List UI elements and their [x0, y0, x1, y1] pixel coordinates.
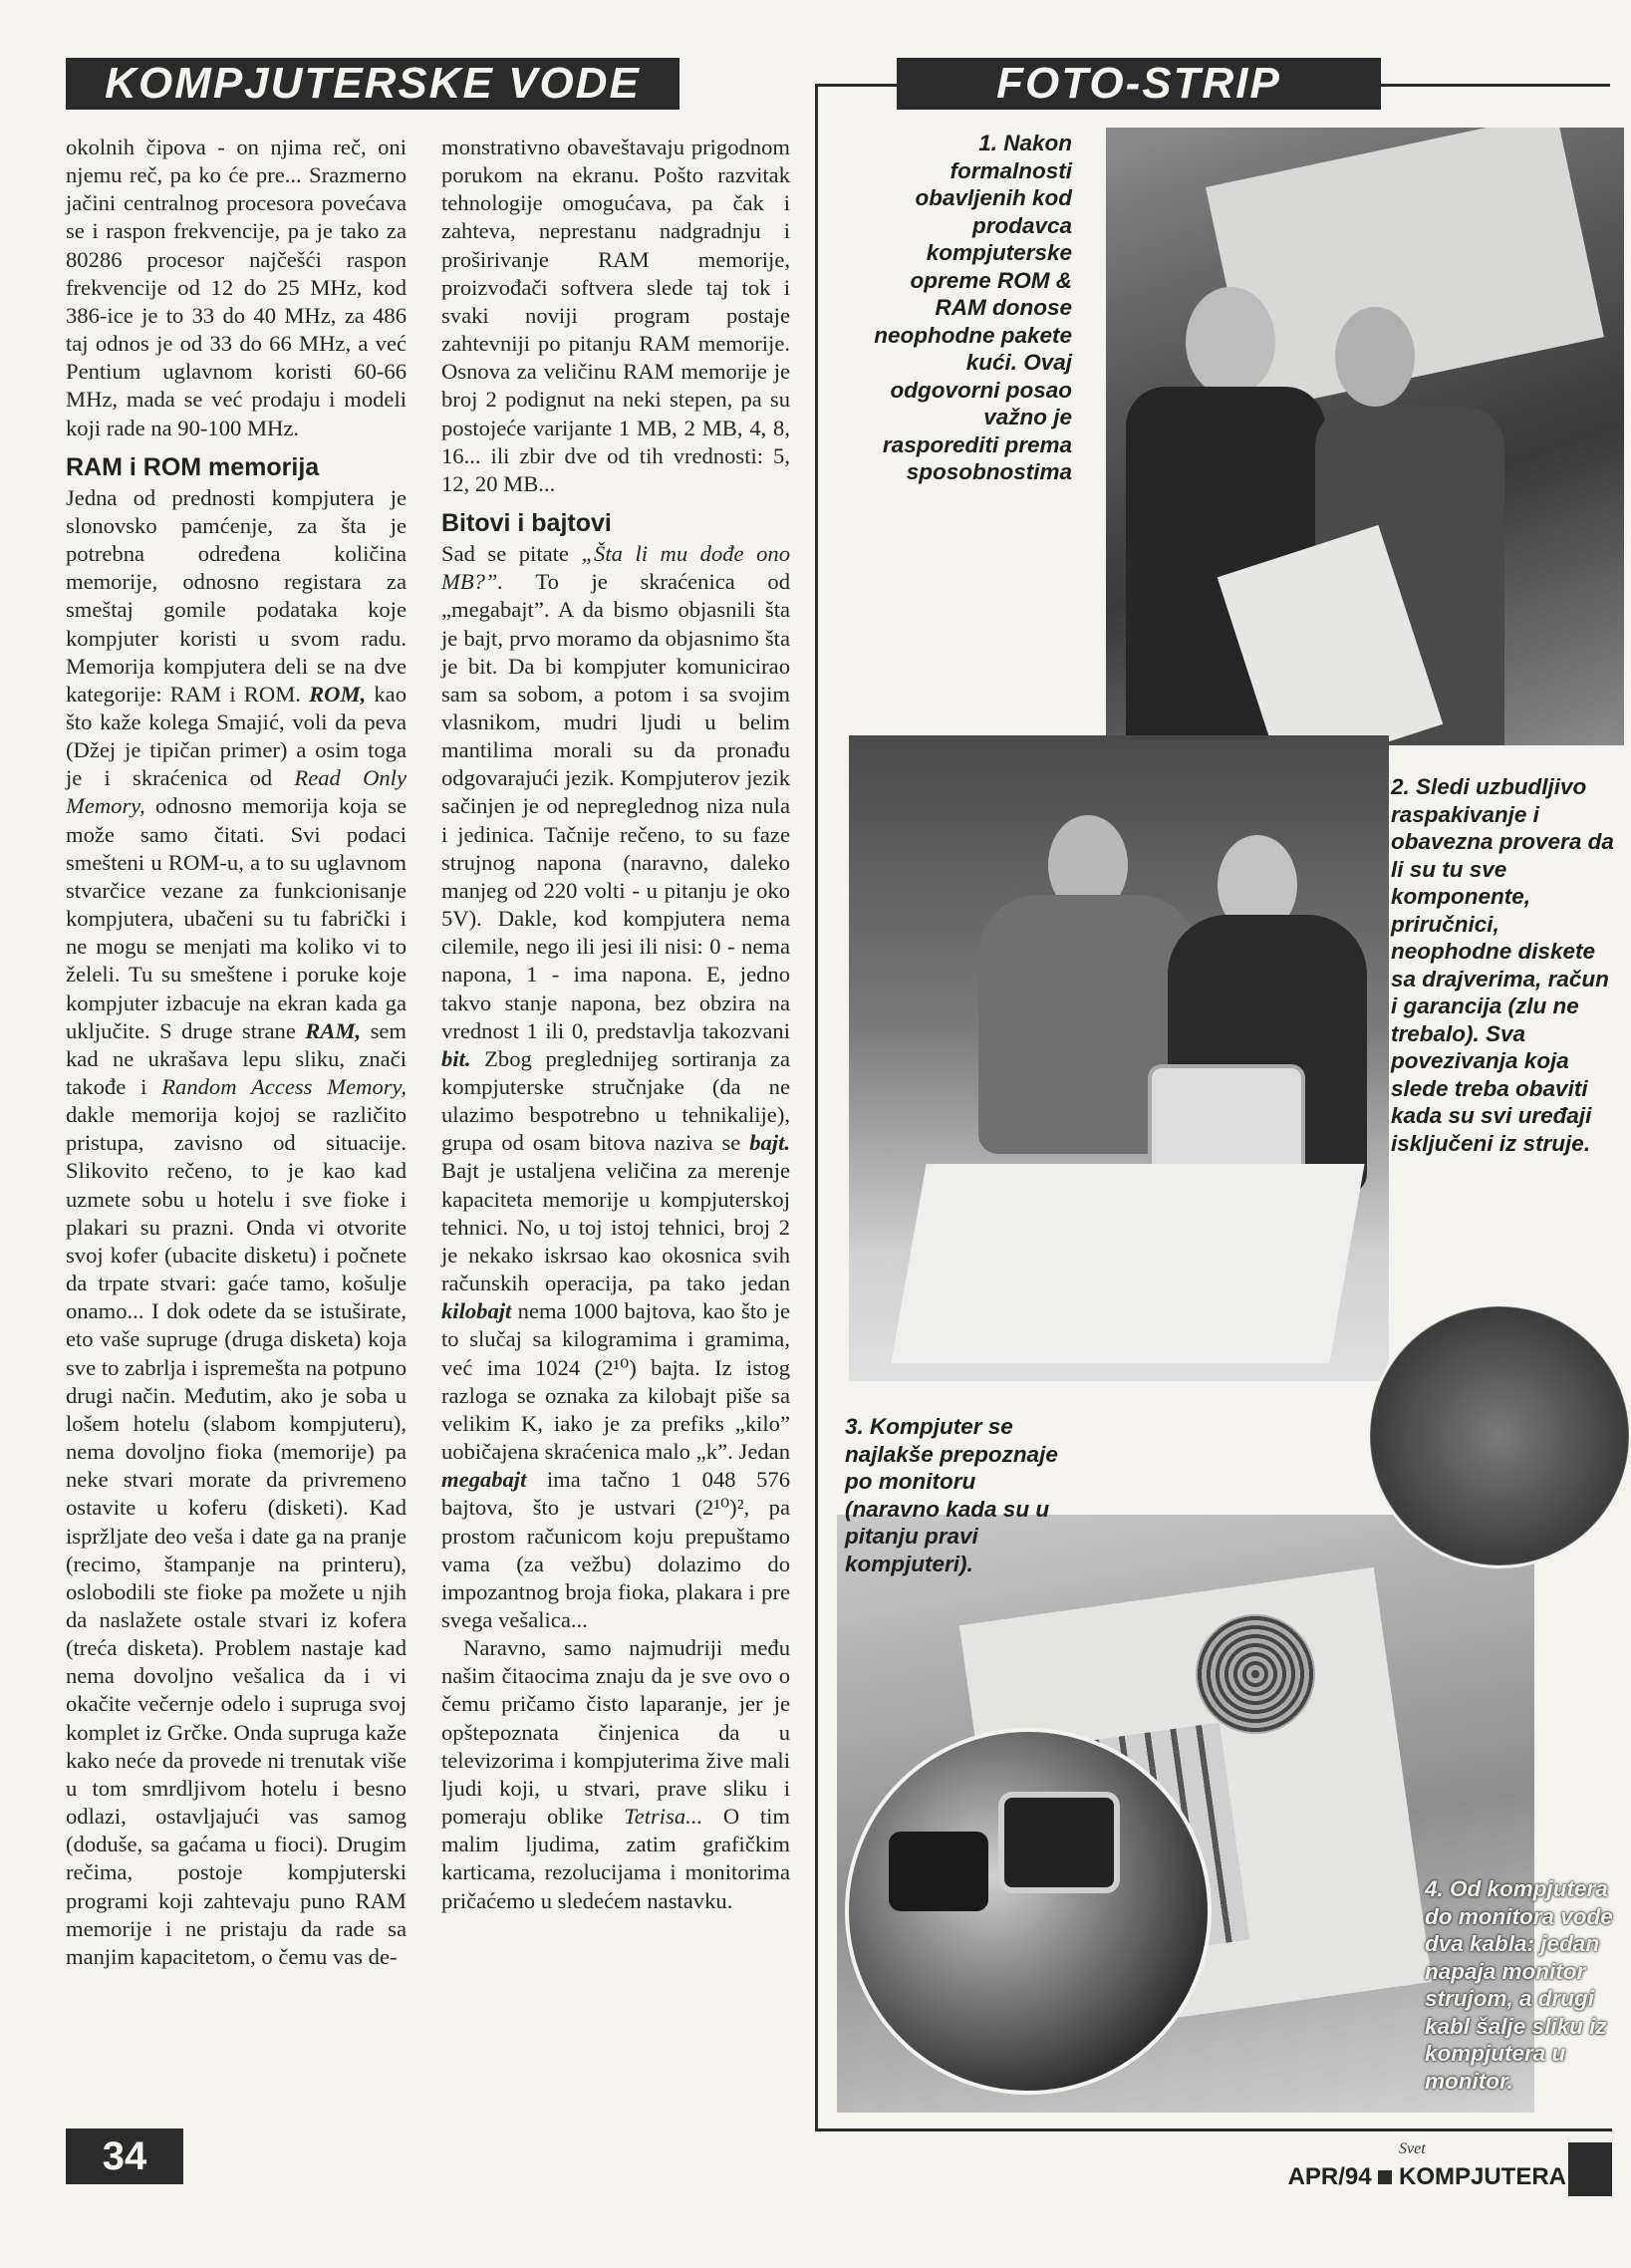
bajt-term: bajt. — [749, 1130, 790, 1156]
photo-caption-3: 3. Kompjuter se najlakše prepoznaje po monitoru (naravno kada su u pitanju pravi kompjuteri). — [845, 1414, 1058, 1576]
photo-caption-1: 1. Nakon formalnosti obavljenih kod prodavca kompjuterske opreme ROM & RAM donose neophodne pakete kući. Ovaj odgovorni posao važno je rasporediti prema sposobnostima — [874, 131, 1072, 484]
photo-caption-4: 4. Od kompjutera do monitora vode dva kabla: jedan napaja monitor strujom, a drugi kabl šalje sliku iz kompjutera u monitor. — [1425, 1876, 1613, 2094]
photo-carrying-boxes — [1106, 128, 1624, 745]
person-head — [1186, 287, 1275, 397]
col2-intro-text: monstrativno obaveštavaju prigodnom porukom na ekranu. Pošto razvitak tehnologije omogućava, pa čak i zahteva, neprestanu nadgradnju i proširivanje RAM memorije, proizvođači softvera slede taj tok i svaki noviji program postaje zahtevniji po pitanju RAM memorije. Osnova za veličinu RAM memorije je broj 2 podignut na neki stepen, pa su postojeće varijante 1 MB, 2 MB, 4, 8, 16... ili zbir dve od tih vrednosti: 5, 12, 20 MB... — [441, 135, 790, 496]
ram-text-1: sem kad ne ukrašava lepu sliku, znači takođe i — [66, 1017, 407, 1099]
photo-unpacking — [849, 735, 1389, 1381]
right-frame-left — [815, 84, 818, 2128]
magazine-name: KOMPJUTERA — [1398, 2163, 1566, 2190]
bits-text-3: Zbog preglednijeg sortiranja za kompjuterske stručnjake (da ne ulazimo bespotrebno u tehnikalije), grupa od osam bitova naziva se — [441, 1045, 790, 1156]
heading-ram-rom: RAM i ROM memorija — [66, 452, 320, 481]
rom-term: ROM, — [309, 681, 367, 707]
photo-strip-title: FOTO-STRIP — [897, 58, 1381, 110]
fan-grille — [1196, 1614, 1315, 1734]
read-only-memory-term: Read Only Memory, — [66, 765, 407, 819]
bits-text-4: Bajt je ustaljena veličina za merenje kapaciteta memorije u kompjuterskoj tehnici. No, u toj istoj tehnici, broj 2 je nekako iskrsao kao okosnica svih računskih operacija, pa tako jedan — [441, 1158, 790, 1296]
bits-text-5: nema 1000 bajtova, kao što je to slučaj sa kilogramima i gramima, već ima 1024 (2¹⁰) bajta. Iz istog razloga se oznaka za kilobajt piše sa velikim K, iako je za prefiks „kilo” uobičajena skraćenica malo „k”. Jedan — [441, 1298, 790, 1465]
rom-text-1: kao što kaže kolega Smajić, voli da peva (Džej je tipičan primer) a osim toga je i skraćenica od — [66, 681, 407, 791]
page-number: 34 — [66, 2128, 183, 2184]
intro-text: okolnih čipova - on njima reč, oni njemu reč, pa ko će pre... Srazmerno jačini centralnog procesora povećava se i raspon frekvencije, pa je tako za 80286 procesor najčešći raspon frekvencije od 12 do 25 MHz, kod 386-ice je to 33 do 40 MHz, za 486 taj odnos je od 33 do 66 MHz, a već Pentium uglavnom koristi 60-66 MHz, mada se već prodaju i modeli koji rade na 90-100 MHz. — [66, 135, 407, 440]
person-head — [1335, 307, 1415, 407]
bits-text-6: ima tačno 1 048 576 bajtova, što je ustvari (2¹⁰)², pa prostom računicom koju prepuštamo vama (za vežbu) dolazimo do impozantnog broja fioka, plakara i pre svega vešalica... — [441, 1467, 790, 1632]
megabajt-term: megabajt — [441, 1467, 527, 1493]
bits-text-2: To je skraćenica od „megabajt”. A da bismo objasnili šta je bajt, prvo moramo da objasnimo šta je bit. Da bi kompjuter komunicirao sam sa sobom, a potom i sa svojim vlasnikom, mudri ljudi u belim mantilima morali su da pronađu odgovarajući jezik. Kompjuterov jezik sačinjen je od nepreglednog niza nula i jedinica. Tačnije rečeno, to su faze strujnog napona (naravno, daleko manjeg od 220 volti - u pitanju je oko 5V). Dakle, kod kompjutera nema cilemile, nego ili jesi ili nisi: 0 - nema napona, 1 - ima napona. E, jedno takvo stanje napona, bez obzira na vrednost 1 ili 0, predstavlja takozvani — [441, 569, 790, 1043]
plug-socket — [998, 1792, 1120, 1893]
packaging-shape — [891, 1164, 1364, 1363]
right-top-rule-2 — [1381, 84, 1610, 87]
footer-block-right — [1568, 2142, 1612, 2196]
connector-closeup — [1367, 1303, 1631, 1568]
rom-text-2: odnosno memorija koja se može samo čitati. Svi podaci smešteni u ROM-u, a to su uglavnom stvarčice vezane za funkcionisanje kompjutera, ubačeni su tu fabrički i ne mogu se menjati ma koliko vi to želeli. Tu su smeštene i poruke koje kompjuter izbacuje na ekran kada ga uključite. S druge strane — [66, 793, 407, 1043]
tetris-term: Tetrisa... — [624, 1804, 703, 1830]
footer-square — [1378, 2170, 1392, 2184]
power-plug-closeup — [845, 1728, 1212, 2095]
bits-text-1: Sad se pitate — [441, 541, 582, 567]
plug-connector — [889, 1832, 988, 1911]
magazine-logo-top: Svet — [1399, 2140, 1426, 2157]
ending-text-2: O tim malim ljudima, zatim grafičkim karticama, rezolucijama i monitorima pričaćemo u sledećem nastavku. — [441, 1804, 790, 1913]
kilobajt-term: kilobajt — [441, 1298, 512, 1324]
bit-term: bit. — [441, 1045, 471, 1071]
right-top-rule — [815, 84, 897, 87]
ram-term: RAM, — [305, 1017, 362, 1043]
ram-text-2: dakle memorija kojoj se različito pristupa, zavisno od situacije. Slikovito rečeno, to je kao kad uzmete sobu u hotelu i sve fioke i plakari su prazni. Onda vi otvorite svoj kofer (ubacite disketu) i počnete da trpate stvari: gaće tamo, košulje onamo... I dok odete da se istuširate, eto vaše supruge (druga disketa) koja sve to zabrlja i ispremešta na potpuno drugi način. Međutim, ako je soba u lošem hotelu (slabom kompjuteru), nema dovoljno fioka (memorije) pa neke stvari morate da privremeno ostavite u koferu (disketi). Kad ispržljate deo veša i date ga na pranje (recimo, štampanje na printeru), oslobodili ste fioke pa možete u njih da naslažete ostale stvari iz kofera (treća disketa). Problem nastaje kad nema dovoljno vešalica da i vi okačite večernje odelo i supruga svoj komplet iz Grčke. Onda supruga kaže kako neće da provede ni trenutak više u tom smrdljivom hotelu i besno odlazi, ostavljajući vas samog (doduše, sa gaćama u fioci). Drugim rečima, postoje kompjuterski programi koji zahtevaju puno RAM memorije i ne pristaju da rade sa manjim kapacitetom, o čemu vas de- — [66, 1102, 407, 1969]
issue-footer — [1257, 2160, 1566, 2194]
ending-text-1: Naravno, samo najmudriji među našim čitaocima znaju da je sve ovo o čemu pričamo čisto laparanje, jer je opštepoznata činjenica da u televizorima i kompjuterima žive mali ljudi koji, u stvari, prave sliku i pomeraju oblike — [441, 1635, 790, 1830]
quote-mb: „Šta li mu dođe ono MB?”. — [441, 541, 791, 595]
issue-date: APR/94 — [1287, 2163, 1372, 2190]
photo-caption-2: 2. Sledi uzbudljivo raspakivanje i obavezna provera da li su tu sve komponente, priručnici, neophodne diskete sa drajverima, račun i garancija (zlu ne trebalo). Sva povezivanja koja slede treba obaviti kada su svi uređaji isključeni iz struje. — [1391, 774, 1614, 1156]
ram-rom-text: Jedna od prednosti kompjutera je slonovsko pamćenje, za šta je potrebna određena količina memorije, odnosno registara za smeštaj gomile podataka koje kompjuter koristi u svom radu. Memorija kompjutera deli se na dve kategorije: RAM i ROM. — [66, 484, 407, 707]
heading-bits-bytes: Bitovi i bajtovi — [441, 509, 612, 538]
article-column-2 — [441, 134, 790, 1915]
random-access-memory-term: Random Access Memory, — [161, 1074, 407, 1099]
section-title: KOMPJUTERSKE VODE — [66, 58, 680, 110]
article-column-1 — [66, 134, 407, 1971]
right-frame-bottom — [815, 2128, 1612, 2131]
